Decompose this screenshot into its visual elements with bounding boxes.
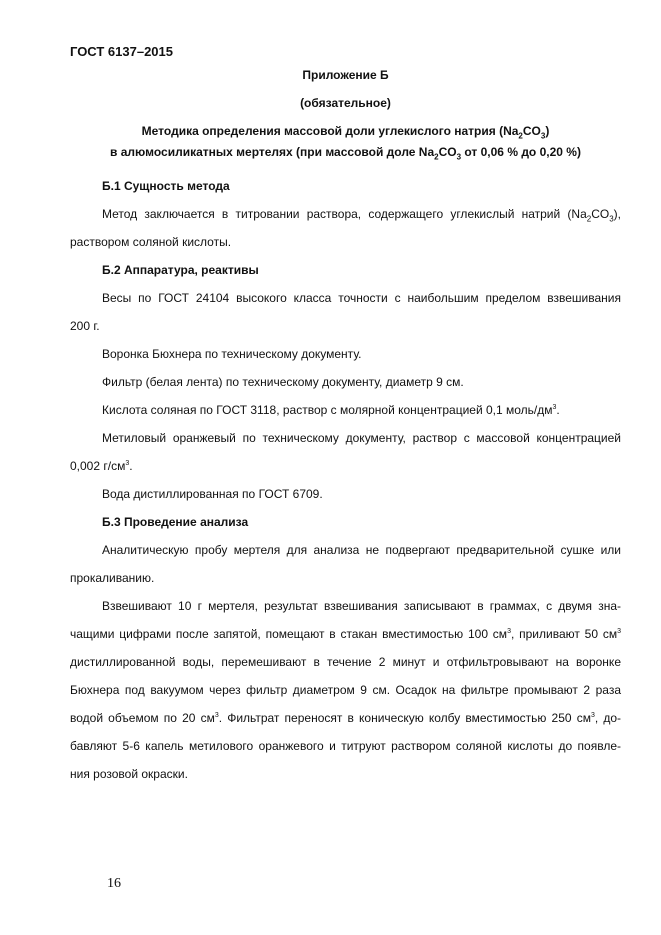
appendix-status: (обязательное) — [300, 96, 391, 110]
standard-code: ГОСТ 6137–2015 — [70, 44, 173, 59]
analysis-p2-line-2: чащими цифрами после запятой, помещают в стакан вместимостью 100 $см^3$, приливают 50 $см^3$ — [70, 627, 621, 641]
page-number: 16 — [107, 876, 121, 891]
analysis-p2-line-4: Бюхнера под вакуумом через фильтр диаметром 9 см. Осадок на фильтре промывают 2 раза — [70, 683, 621, 697]
analysis-p2-line-1: Взвешивают 10 г мертеля, результат взвешивания записывают в граммах, с двумя зна- — [102, 599, 621, 613]
indicator-line-2: 0,002 $г/см^3$. — [70, 459, 133, 473]
section-b1-para-line-1: Метод заключается в титровании раствора, содержащего углекислый натрий $(Na_2CO_3)$, — [102, 207, 621, 224]
scales-line-2: 200 г. — [70, 319, 100, 333]
analysis-p2-line-6: бавляют 5-6 капель метилового оранжевого и титруют раствором соляной кислоты до появле- — [70, 739, 621, 753]
section-b1-heading: Б.1 Сущность метода — [102, 179, 230, 193]
acid-item: Кислота соляная по ГОСТ 3118, раствор с молярной концентрацией 0,1 моль/$дм^3$. — [102, 403, 560, 417]
analysis-p1-line-2: прокаливанию. — [70, 571, 155, 585]
section-b3-heading: Б.3 Проведение анализа — [102, 515, 249, 529]
section-b1-para-line-2: раствором соляной кислоты. — [70, 235, 232, 249]
funnel-item: Воронка Бюхнера по техническому документу. — [102, 347, 362, 361]
analysis-p2-line-7: ния розовой окраски. — [70, 767, 188, 781]
filter-item: Фильтр (белая лента) по техническому документу, диаметр 9 см. — [102, 375, 464, 389]
appendix-title: Приложение Б — [302, 68, 389, 82]
indicator-line-1: Метиловый оранжевый по техническому документу, раствор с массовой концентрацией — [102, 431, 621, 445]
analysis-p1-line-1: Аналитическую пробу мертеля для анализа не подвергают предварительной сушке или — [102, 543, 621, 557]
method-title-line-1: Методика определения массовой доли углекислого натрия $(Na_2CO_3)$ — [141, 124, 550, 141]
scales-line-1: Весы по ГОСТ 24104 высокого класса точности с наибольшим пределом взвешивания — [102, 291, 621, 305]
analysis-p2-line-5: водой объемом по 20 $см^3$. Фильтрат переносят в коническую колбу вместимостью 250 $см^3$, до- — [70, 711, 621, 725]
water-item: Вода дистиллированная по ГОСТ 6709. — [102, 487, 323, 501]
method-title-line-2: в алюмосиликатных мертелях (при массовой доле $Na_2CO_3$ от 0,06 % до 0,20 %) — [110, 145, 581, 162]
section-b2-heading: Б.2 Аппаратура, реактивы — [102, 263, 259, 277]
analysis-p2-line-3: дистиллированной воды, перемешивают в течение 2 минут и отфильтровывают на воронке — [70, 655, 621, 669]
